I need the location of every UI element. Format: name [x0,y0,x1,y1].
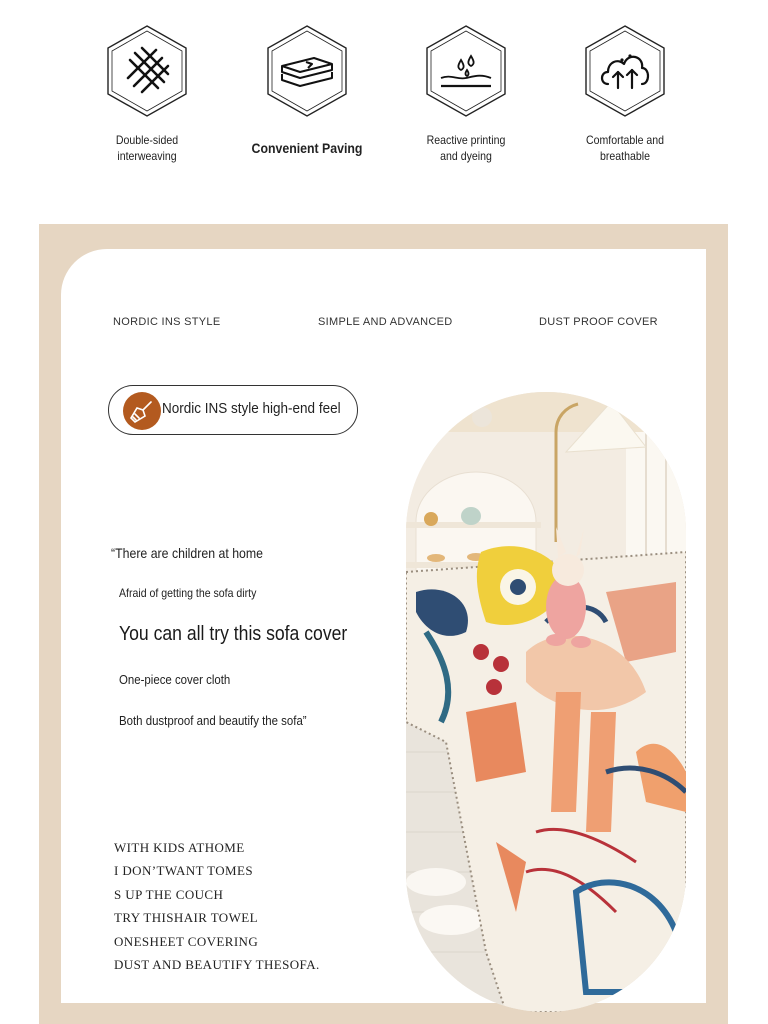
quote-line: “There are children at home [111,545,264,561]
caps-line: ONESHEET COVERING [114,933,259,949]
feature-label: Comfortable and breathable [585,133,665,163]
feature-label: Reactive printing and dyeing [426,133,506,163]
tag-nordic: NORDIC INS STYLE [113,316,221,328]
broom-icon [123,392,161,430]
style-pill [108,385,358,435]
promo-panel [39,224,728,1024]
folded-blanket-icon [262,22,352,120]
caps-line: S UP THE COUCH [114,886,224,902]
promo-card [61,249,706,1003]
quote-headline: You can all try this sofa cover [119,623,348,645]
tag-dust-proof: DUST PROOF COVER [539,316,658,328]
quote-line: One-piece cover cloth [119,672,231,687]
weave-icon [102,22,192,120]
tag-simple: SIMPLE AND ADVANCED [318,316,453,328]
feature-convenient-paving [232,22,382,156]
water-drops-icon [421,22,511,120]
feature-reactive-printing [391,22,541,164]
quote-line: Both dustproof and beautify the sofa” [119,713,307,728]
feature-breathable [550,22,700,164]
caps-line: I DON’TWANT TOMES [114,863,253,879]
feature-label: Convenient Paving [251,140,363,156]
sofa-scene-illustration [406,392,686,1012]
features-row [0,0,768,200]
caps-text-block [114,836,320,976]
caps-line: TRY THISHAIR TOWEL [114,910,258,926]
breathable-cloud-icon [580,22,670,120]
feature-double-sided [72,22,222,164]
pill-text: Nordic INS style high-end feel [162,400,341,417]
caps-line: DUST AND BEAUTIFY THESOFA. [114,957,320,973]
sofa-cover-photo [406,392,686,1012]
feature-label: Double-sided interweaving [115,133,179,163]
quote-line: Afraid of getting the sofa dirty [119,586,257,600]
caps-line: WITH KIDS ATHOME [114,840,245,855]
